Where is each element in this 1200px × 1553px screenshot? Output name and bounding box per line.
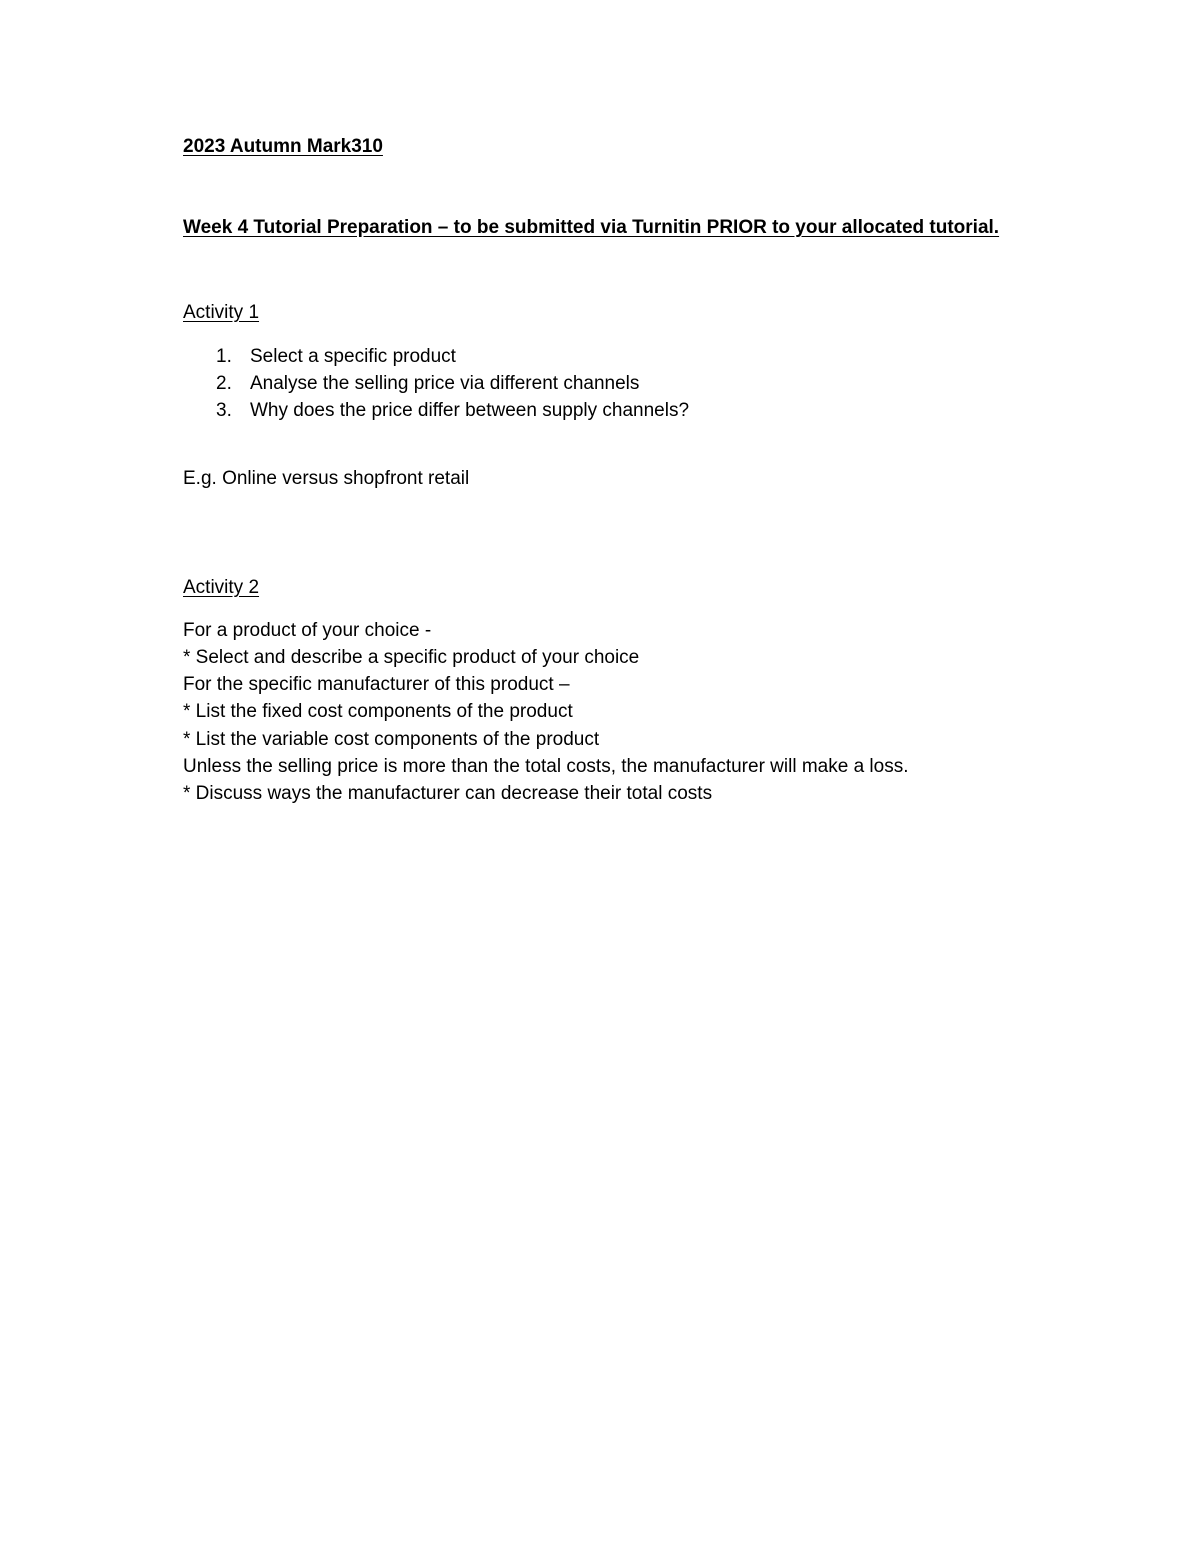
activity-2-line: For a product of your choice - bbox=[183, 620, 432, 641]
activity-2-line: For the specific manufacturer of this product – bbox=[183, 674, 570, 695]
list-text: Analyse the selling price via different channels bbox=[250, 373, 640, 394]
course-title: 2023 Autumn Mark310 bbox=[183, 136, 383, 157]
activity-2-line: * Select and describe a specific product of your choice bbox=[183, 647, 640, 668]
list-number: 3. bbox=[216, 400, 232, 421]
list-text: Why does the price differ between supply channels? bbox=[250, 400, 690, 421]
list-text: Select a specific product bbox=[250, 346, 456, 367]
activity-2-line: * List the variable cost components of the product bbox=[183, 729, 600, 750]
activity-2-line: Unless the selling price is more than the total costs, the manufacturer will make a loss. bbox=[183, 756, 909, 777]
activity-2-line: * Discuss ways the manufacturer can decrease their total costs bbox=[183, 783, 713, 804]
activity-1-item bbox=[216, 399, 689, 423]
activity-1-item bbox=[216, 345, 456, 369]
activity-1-heading: Activity 1 bbox=[183, 302, 260, 323]
list-number: 1. bbox=[216, 346, 232, 367]
activity-1-example: E.g. Online versus shopfront retail bbox=[183, 468, 470, 489]
activity-2-line: * List the fixed cost components of the product bbox=[183, 701, 573, 722]
list-number: 2. bbox=[216, 373, 232, 394]
submission-instructions: Week 4 Tutorial Preparation – to be submitted via Turnitin PRIOR to your allocated tutorial. bbox=[183, 217, 1000, 238]
activity-2-heading: Activity 2 bbox=[183, 577, 260, 598]
activity-1-item bbox=[216, 372, 639, 396]
